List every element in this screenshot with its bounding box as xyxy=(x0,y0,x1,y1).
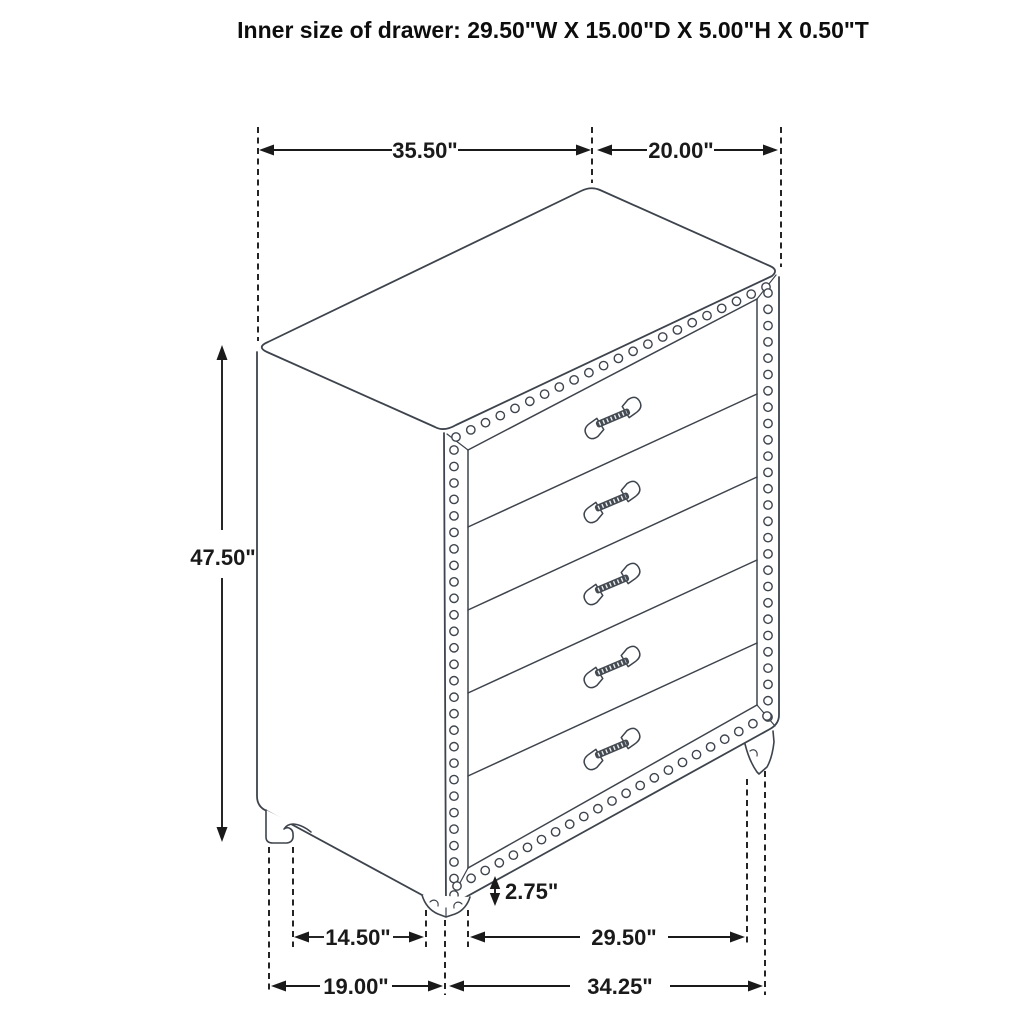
nailhead xyxy=(764,680,772,688)
nailhead xyxy=(764,305,772,313)
nailhead xyxy=(450,611,458,619)
nailhead xyxy=(735,727,743,735)
nailhead xyxy=(764,338,772,346)
nailhead xyxy=(764,354,772,362)
nailhead xyxy=(678,758,686,766)
chest-body xyxy=(257,188,779,917)
nailhead xyxy=(764,664,772,672)
nailhead xyxy=(673,326,681,334)
dim-side-leg-spacing xyxy=(470,925,745,950)
nailhead xyxy=(555,383,563,391)
dimension-label-side-leg-spacing: 29.50" xyxy=(591,925,657,950)
nailhead xyxy=(450,759,458,767)
trim-band-top-inner xyxy=(468,299,757,450)
dimension-label-top-depth: 20.00" xyxy=(648,138,714,163)
nailhead xyxy=(450,825,458,833)
nailhead xyxy=(614,354,622,362)
nailhead xyxy=(622,789,630,797)
nailhead xyxy=(540,390,548,398)
nailhead xyxy=(570,376,578,384)
dimension-label-base-side-depth: 34.25" xyxy=(587,974,653,999)
nailhead xyxy=(764,403,772,411)
arrowhead-left xyxy=(449,981,464,992)
left-leg xyxy=(266,810,311,843)
nailhead xyxy=(629,347,637,355)
dimension-label-leg-height: 2.75" xyxy=(505,879,559,904)
nailhead xyxy=(450,644,458,652)
nailhead xyxy=(706,743,714,751)
nailhead xyxy=(481,866,489,874)
nailhead xyxy=(452,433,460,441)
nailhead xyxy=(764,321,772,329)
arrowhead-right xyxy=(428,981,443,992)
arrowhead-down xyxy=(490,893,500,906)
drawer-handle xyxy=(579,726,645,771)
nailhead xyxy=(526,397,534,405)
nailhead xyxy=(450,528,458,536)
nailhead xyxy=(764,566,772,574)
nailhead xyxy=(747,290,755,298)
dim-base-side-depth xyxy=(449,974,763,999)
nailhead xyxy=(764,387,772,395)
arrowhead-left xyxy=(271,981,286,992)
trim-band-frame xyxy=(447,275,776,905)
chest-front-left-edge xyxy=(444,433,446,908)
nailhead xyxy=(764,533,772,541)
nailhead xyxy=(450,594,458,602)
arrowhead-down xyxy=(217,827,228,842)
nailhead xyxy=(764,289,772,297)
nailhead xyxy=(764,648,772,656)
dim-leg-height xyxy=(490,876,558,906)
dim-base-front-width xyxy=(271,974,443,999)
nailhead xyxy=(450,841,458,849)
chest-right-and-bottom-edge xyxy=(446,277,779,908)
nailhead xyxy=(450,578,458,586)
nailhead xyxy=(566,820,574,828)
nailhead xyxy=(450,495,458,503)
nailhead xyxy=(450,775,458,783)
drawer-divider xyxy=(468,643,757,776)
chest-top-face xyxy=(262,188,775,429)
drawer-handle xyxy=(579,479,645,524)
arrowhead-left xyxy=(597,145,612,156)
extension-lines xyxy=(258,127,781,995)
nailhead xyxy=(551,828,559,836)
drawer-handle xyxy=(579,561,645,606)
nailhead xyxy=(450,446,458,454)
nailhead xyxy=(764,631,772,639)
dimension-label-top-width: 35.50" xyxy=(392,138,458,163)
nailhead xyxy=(450,512,458,520)
page-title: Inner size of drawer: 29.50"W X 15.00"D X 5.00"H X 0.50"T xyxy=(237,17,869,43)
dimension-label-base-front-width: 19.00" xyxy=(323,974,389,999)
drawer-divider xyxy=(468,477,757,610)
arrowhead-left xyxy=(259,145,274,156)
arrowhead-left xyxy=(294,932,309,943)
nailhead xyxy=(450,561,458,569)
nailhead xyxy=(650,774,658,782)
drawer-handle xyxy=(579,644,645,689)
nailhead xyxy=(537,835,545,843)
nailhead xyxy=(450,858,458,866)
nailhead xyxy=(599,361,607,369)
nailhead xyxy=(453,882,461,890)
dim-top-depth xyxy=(597,138,778,163)
nailhead xyxy=(764,468,772,476)
arrowhead-left xyxy=(470,932,485,943)
nailhead xyxy=(644,340,652,348)
nailhead xyxy=(764,501,772,509)
nailhead xyxy=(749,720,757,728)
dimension-label-height: 47.50" xyxy=(190,545,256,570)
nailhead xyxy=(688,319,696,327)
drawer-divider xyxy=(468,394,757,527)
nailhead xyxy=(585,369,593,377)
nailhead xyxy=(608,797,616,805)
arrowhead-right xyxy=(576,145,591,156)
nailhead xyxy=(481,419,489,427)
nailhead xyxy=(764,582,772,590)
nailhead xyxy=(450,693,458,701)
nailhead xyxy=(764,517,772,525)
nailhead xyxy=(703,311,711,319)
nailhead xyxy=(732,297,740,305)
nailhead xyxy=(664,766,672,774)
nailhead xyxy=(450,743,458,751)
nailhead xyxy=(450,677,458,685)
nailhead xyxy=(659,333,667,341)
arrowhead-right xyxy=(409,932,424,943)
nailhead xyxy=(523,843,531,851)
nailhead xyxy=(764,697,772,705)
nailhead xyxy=(764,485,772,493)
dim-top-width xyxy=(259,138,591,163)
nailhead xyxy=(450,462,458,470)
nailhead xyxy=(721,735,729,743)
nailhead xyxy=(450,479,458,487)
right-leg xyxy=(745,731,774,774)
nailhead xyxy=(450,627,458,635)
nailhead xyxy=(509,851,517,859)
arrowhead-right xyxy=(763,145,778,156)
dimension-label-front-leg-spacing: 14.50" xyxy=(325,925,391,950)
nailhead xyxy=(467,426,475,434)
nailhead xyxy=(764,550,772,558)
nailhead xyxy=(764,452,772,460)
drawer-divider xyxy=(468,560,757,693)
nailhead xyxy=(594,805,602,813)
nailhead xyxy=(450,545,458,553)
nailhead xyxy=(764,370,772,378)
drawer-handles xyxy=(579,395,646,771)
arrowhead-right xyxy=(730,932,745,943)
nailhead xyxy=(764,419,772,427)
nailhead xyxy=(467,874,475,882)
trim-band-bottom-inner xyxy=(468,705,757,868)
arrowhead-right xyxy=(748,981,763,992)
nailhead xyxy=(764,599,772,607)
nailhead xyxy=(692,750,700,758)
nailhead xyxy=(763,712,771,720)
nailhead xyxy=(764,436,772,444)
dim-height xyxy=(190,345,255,842)
arrowhead-up xyxy=(217,345,228,360)
dim-front-leg-spacing xyxy=(294,925,424,950)
drawer-handle xyxy=(580,395,646,440)
nailhead xyxy=(450,660,458,668)
nailhead xyxy=(718,304,726,312)
nailhead xyxy=(450,808,458,816)
nailhead xyxy=(450,710,458,718)
nailhead xyxy=(580,812,588,820)
nailhead xyxy=(496,411,504,419)
nailhead xyxy=(495,859,503,867)
nailhead xyxy=(636,781,644,789)
nailhead xyxy=(511,404,519,412)
nailhead xyxy=(450,726,458,734)
nailhead xyxy=(764,615,772,623)
nailhead xyxy=(450,792,458,800)
